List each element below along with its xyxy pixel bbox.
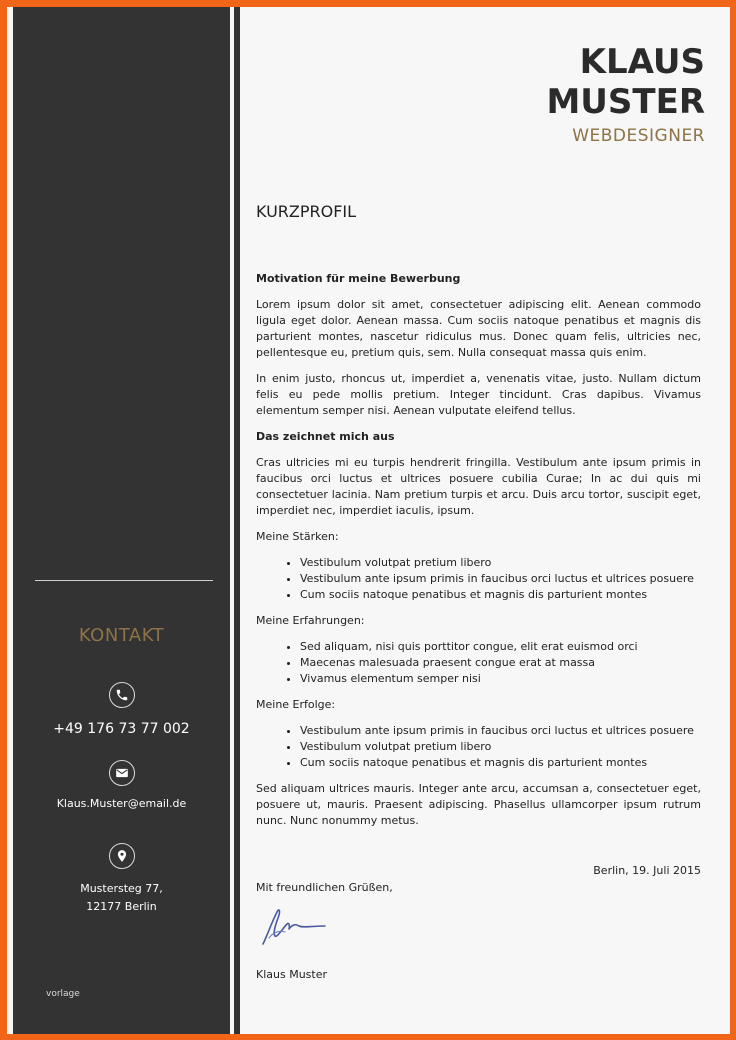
letter-body (256, 271, 701, 839)
list-item: • Cum sociis natoque penatibus et magnis dis parturient montes (300, 587, 701, 603)
profile-heading: Das zeichnet mich aus (256, 430, 395, 443)
map-pin-icon (109, 843, 135, 869)
contact-city: 12177 Berlin (86, 900, 157, 913)
strengths-label: Meine Stärken: (256, 530, 339, 543)
experience-list (256, 639, 701, 687)
list-item: • Vestibulum volutpat pretium libero (300, 739, 701, 755)
motivation-paragraph-2: In enim justo, rhoncus ut, imperdiet a, venenatis vitae, justo. Nullam dictum felis eu pede mollis pretium. Integer tincidunt. Cras dapibus. Vivamus elementum semper nisi. Aenean vulputate eleifend tellus. (256, 372, 701, 417)
section-title: KURZPROFIL (256, 202, 357, 221)
list-item: • Vestibulum ante ipsum primis in faucibus orci luctus et ultrices posuere (300, 723, 701, 739)
contact-email: Klaus.Muster@email.de (56, 797, 187, 810)
experience-label: Meine Erfahrungen: (256, 614, 365, 627)
watermark-text: vorlage (46, 989, 80, 999)
envelope-icon (109, 760, 135, 786)
successes-label: Meine Erfolge: (256, 698, 336, 711)
applicant-name (546, 42, 705, 122)
contact-heading: KONTAKT (78, 625, 165, 646)
profile-paragraph: Cras ultricies mi eu turpis hendrerit fringilla. Vestibulum ante ipsum primis in faucibus orci luctus et ultrices posuere cubilia Curae; In ac dui quis mi consectetuer lacinia. Nam pretium turpis et arcu. Duis arcu tortor, suscipit eget, imperdiet nec, imperdiet iaculis, ipsum. (256, 456, 701, 517)
sidebar (13, 7, 230, 1034)
signature-image (259, 902, 329, 956)
motivation-paragraph-1: Lorem ipsum dolor sit amet, consectetuer adipiscing elit. Aenean commodo ligula eget dolor. Aenean massa. Cum sociis natoque penatibus et magnis dis parturient montes, nascetur ridiculus mus. Donec quam felis, ultricies nec, pellentesque eu, pretium quis, sem. Nulla consequat massa quis enim. (256, 298, 701, 359)
contact-divider (35, 580, 213, 581)
closing-paragraph: Sed aliquam ultrices mauris. Integer ante arcu, accumsan a, consectetuer eget, posuere ut, mauris. Praesent adipiscing. Phasellus ullamcorper ipsum rutrum nunc. Nunc nonummy metus. (256, 782, 701, 827)
list-item: • Vestibulum ante ipsum primis in faucibus orci luctus et ultrices posuere (300, 571, 701, 587)
job-title: WEBDESIGNER (572, 126, 705, 146)
successes-list (256, 723, 701, 771)
first-name: KLAUS (579, 42, 705, 82)
contact-phone: +49 176 73 77 002 (53, 721, 190, 737)
list-item: • Cum sociis natoque penatibus et magnis dis parturient montes (300, 755, 701, 771)
signer-name: Klaus Muster (256, 968, 328, 981)
last-name: MUSTER (546, 82, 705, 122)
sidebar-stripe (234, 7, 240, 1034)
phone-icon (109, 682, 135, 708)
letter-date: Berlin, 19. Juli 2015 (593, 864, 701, 877)
contact-street: Mustersteg 77, (80, 882, 163, 895)
resume-page (7, 7, 730, 1034)
list-item: • Sed aliquam, nisi quis porttitor congue, elit erat euismod orci (300, 639, 701, 655)
strengths-list (256, 555, 701, 603)
list-item: • Maecenas malesuada praesent congue erat at massa (300, 655, 701, 671)
list-item: • Vestibulum volutpat pretium libero (300, 555, 701, 571)
list-item: • Vivamus elementum semper nisi (300, 671, 701, 687)
motivation-heading: Motivation für meine Bewerbung (256, 272, 461, 285)
greeting: Mit freundlichen Grüßen, (256, 881, 393, 894)
